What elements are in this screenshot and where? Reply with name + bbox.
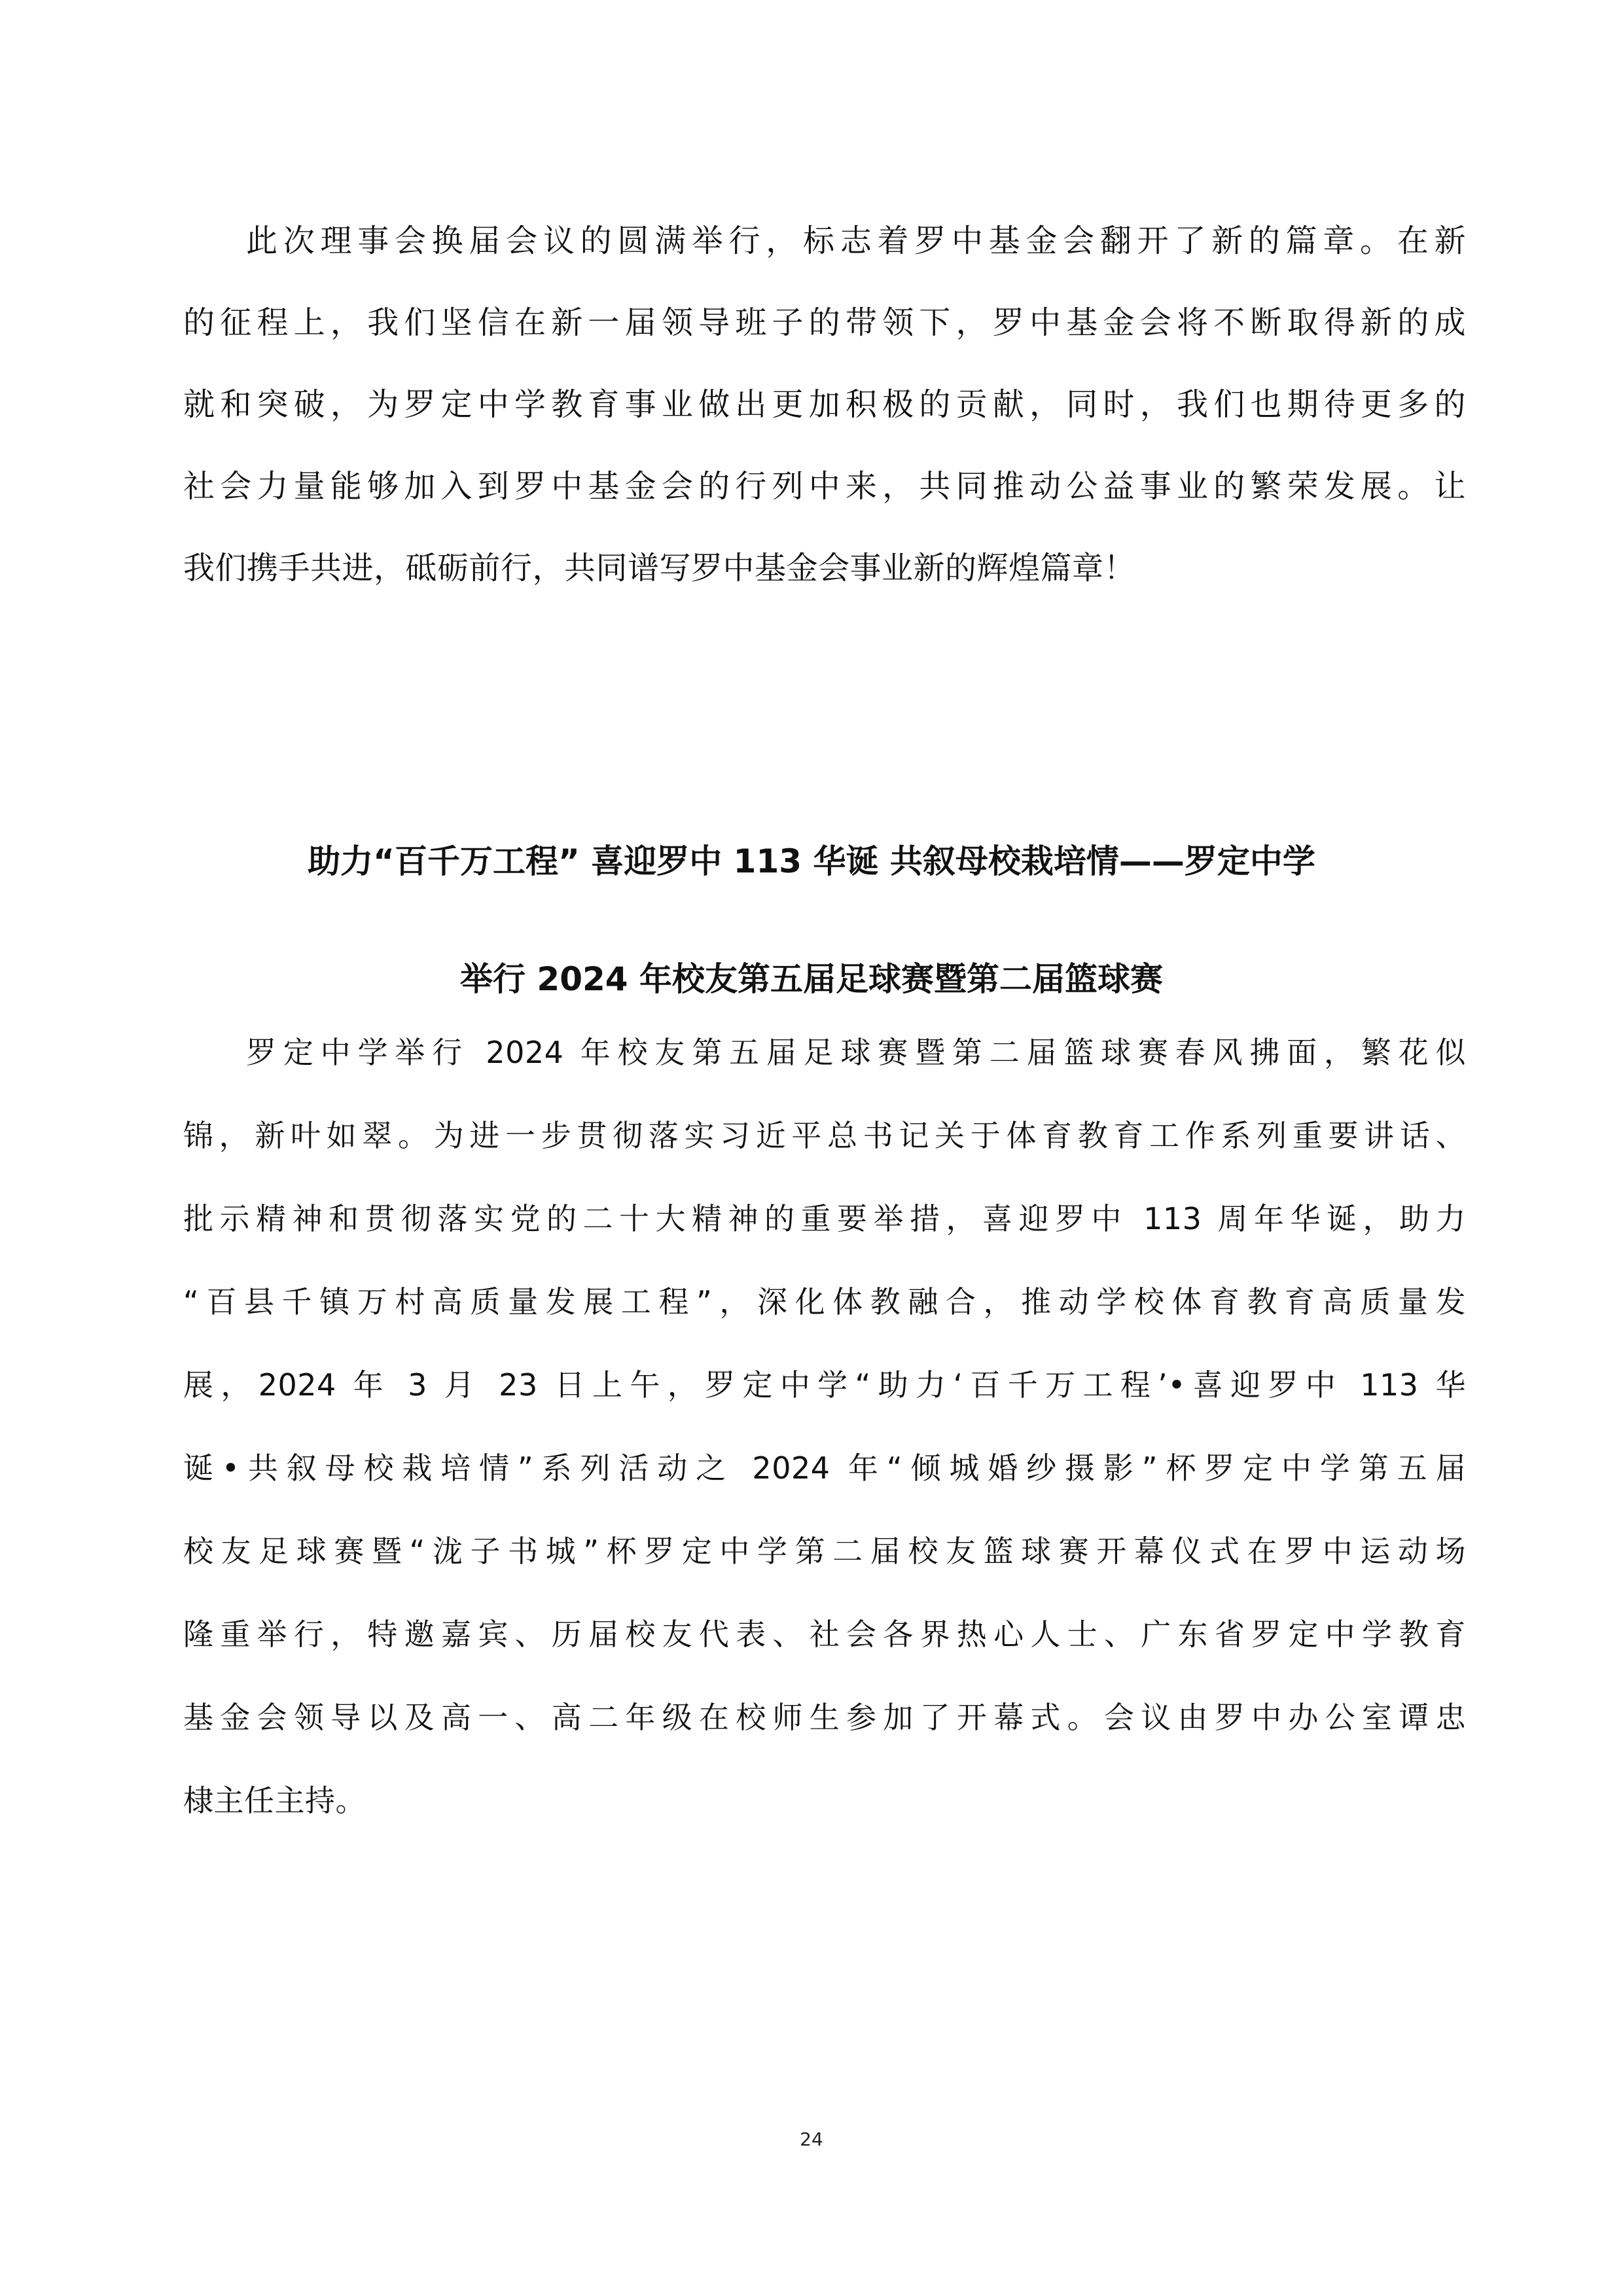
body-line: 展，2024 年 3 月 23 日上午，罗定中学“助力‘百千万工程’•喜迎罗中 113 华 [183,1367,1466,1403]
closing-paragraph [183,200,1466,609]
page-number: 24 [800,2128,823,2150]
article-title-line: 助力“百千万工程” 喜迎罗中 113 华诞 共叙母校栽培情——罗定中学 [308,842,1315,880]
body-line: 批示精神和贯彻落实党的二十大精神的重要举措，喜迎罗中 113 周年华诞，助力 [183,1201,1466,1236]
body-line: 隆重举行，特邀嘉宾、历届校友代表、社会各界热心人士、广东省罗定中学教育 [183,1617,1466,1652]
paragraph-line: 就和突破，为罗定中学教育事业做出更加积极的贡献，同时，我们也期待更多的 [183,386,1466,423]
article-title-line: 举行 2024 年校友第五届足球赛暨第二届篮球赛 [460,960,1163,998]
body-line: 锦，新叶如翠。为进一步贯彻落实习近平总书记关于体育教育工作系列重要讲话、 [183,1118,1466,1153]
body-line: “百县千镇万村高质量发展工程”，深化体教融合，推动学校体育教育高质量发 [183,1284,1466,1319]
body-line: 罗定中学举行 2024 年校友第五届足球赛暨第二届篮球赛春风拂面，繁花似 [246,1035,1466,1070]
article-title [170,802,1453,1038]
article-body [183,1011,1466,1842]
paragraph-line: 此次理事会换届会议的圆满举行，标志着罗中基金会翻开了新的篇章。在新 [246,223,1466,259]
body-line: 棣主任主持。 [183,1783,366,1818]
body-line: 诞•共叙母校栽培情”系列活动之 2024 年“倾城婚纱摄影”杯罗定中学第五届 [183,1450,1466,1486]
body-line: 基金会领导以及高一、高二年级在校师生参加了开幕式。会议由罗中办公室谭忠 [183,1700,1466,1735]
paragraph-line: 的征程上，我们坚信在新一届领导班子的带领下，罗中基金会将不断取得新的成 [183,304,1466,341]
body-line: 校友足球赛暨“泷子书城”杯罗定中学第二届校友篮球赛开幕仪式在罗中运动场 [183,1534,1466,1569]
paragraph-line: 我们携手共进，砥砺前行，共同谱写罗中基金会事业新的辉煌篇章！ [183,550,1136,586]
paragraph-line: 社会力量能够加入到罗中基金会的行列中来，共同推动公益事业的繁荣发展。让 [183,468,1466,505]
